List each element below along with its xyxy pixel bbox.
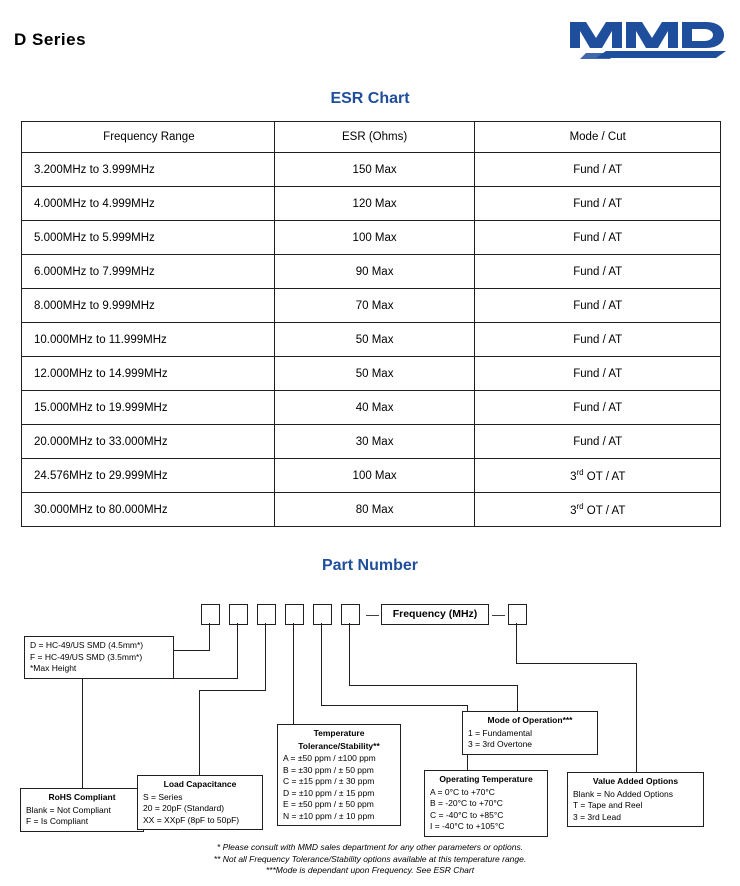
leader-rohs-vertical-a (237, 623, 238, 678)
footnotes (0, 842, 740, 877)
cell-mode: Fund / AT (475, 425, 721, 459)
cell-frequency: 4.000MHz to 4.999MHz (22, 187, 275, 221)
cell-esr: 30 Max (274, 425, 475, 459)
callout-operating-temperature-line-3: C = -40°C to +85°C (430, 809, 504, 820)
cell-mode: Fund / AT (475, 289, 721, 323)
cell-mode: Fund / AT (475, 187, 721, 221)
cell-esr: 70 Max (274, 289, 475, 323)
part-number-diagram (0, 590, 740, 886)
cell-mode: Fund / AT (475, 255, 721, 289)
callout-load-capacitance-line-3: XX = XXpF (8pF to 50pF) (143, 814, 240, 825)
cell-esr: 90 Max (274, 255, 475, 289)
callout-temperature-subtitle: Tolerance/Stability** (298, 740, 380, 751)
pn-box-rohs[interactable] (229, 604, 248, 625)
callout-package (24, 636, 174, 679)
callout-package-line-3: *Max Height (30, 663, 77, 673)
callout-operating-temperature-line-2: B = -20°C to +70°C (430, 798, 503, 808)
column-header-frequency-range: Frequency Range (22, 122, 275, 153)
leader-value-added-horizontal (516, 663, 636, 664)
pn-box-load-capacitance[interactable] (257, 604, 276, 625)
dash-separator-1: — (366, 607, 379, 622)
table-row (22, 459, 721, 493)
callout-package-line-1: D = HC-49/US SMD (4.5mm*) (30, 640, 144, 650)
callout-temperature-line-6: N = ±10 ppm / ± 10 ppm (283, 810, 375, 821)
callout-load-capacitance-title: Load Capacitance (163, 779, 237, 789)
frequency-box[interactable]: Frequency (MHz) (381, 604, 489, 625)
cell-mode: Fund / AT (475, 357, 721, 391)
cell-mode: Fund / AT (475, 153, 721, 187)
cell-esr: 120 Max (274, 187, 475, 221)
callout-rohs-title: RoHS Compliant (48, 792, 116, 802)
leader-mode-horizontal (349, 685, 517, 686)
table-row (22, 493, 721, 527)
callout-load-capacitance-line-1: S = Series (143, 791, 183, 802)
column-header-mode-cut: Mode / Cut (475, 122, 721, 153)
mmd-logo (566, 18, 726, 62)
column-header-esr: ESR (Ohms) (274, 122, 475, 153)
cell-esr: 100 Max (274, 459, 475, 493)
table-row (22, 153, 721, 187)
table-row (22, 357, 721, 391)
footnote-2: ** Not all Frequency Tolerance/Stability options available at this temperature range. (213, 853, 527, 864)
callout-temperature-tolerance (277, 724, 401, 826)
cell-frequency: 6.000MHz to 7.999MHz (22, 255, 275, 289)
dash-separator-2: — (492, 607, 505, 622)
callout-value-added-options (567, 772, 704, 827)
cell-esr: 50 Max (274, 323, 475, 357)
callout-operating-temperature (424, 770, 548, 837)
leader-package-horizontal (173, 650, 210, 651)
callout-load-capacitance (137, 775, 263, 830)
cell-mode: 3rd OT / AT (475, 459, 721, 493)
leader-temperature-vertical-a (293, 623, 294, 724)
esr-table (21, 121, 721, 527)
callout-rohs (20, 788, 144, 832)
footnote-3: ***Mode is dependant upon Frequency. See ESR Chart (265, 865, 475, 875)
callout-mode-line-2: 3 = 3rd Overtone (468, 739, 533, 749)
pn-box-package[interactable] (201, 604, 220, 625)
callout-value-added-line-1: Blank = No Added Options (573, 788, 673, 799)
cell-frequency: 5.000MHz to 5.999MHz (22, 221, 275, 255)
callout-value-added-title: Value Added Options (592, 776, 679, 786)
table-row (22, 221, 721, 255)
callout-operating-temperature-line-4: I = -40°C to +105°C (430, 821, 505, 831)
callout-temperature-line-4: D = ±10 ppm / ± 15 ppm (283, 787, 375, 798)
cell-frequency: 20.000MHz to 33.000MHz (22, 425, 275, 459)
callout-mode-of-operation (462, 711, 598, 755)
cell-mode: 3rd OT / AT (475, 493, 721, 527)
cell-frequency: 10.000MHz to 11.999MHz (22, 323, 275, 357)
pn-box-mode-of-operation[interactable] (341, 604, 360, 625)
esr-chart-title: ESR Chart (330, 90, 410, 107)
leader-operating-temp-horizontal (321, 705, 467, 706)
leader-package-vertical (209, 623, 210, 650)
callout-temperature-line-5: E = ±50 ppm / ± 50 ppm (283, 799, 374, 809)
callout-temperature-line-1: A = ±50 ppm / ±100 ppm (283, 753, 376, 763)
leader-mode-vertical-a (349, 623, 350, 685)
cell-frequency: 24.576MHz to 29.999MHz (22, 459, 275, 493)
cell-mode: Fund / AT (475, 323, 721, 357)
table-row (22, 323, 721, 357)
cell-frequency: 3.200MHz to 3.999MHz (22, 153, 275, 187)
leader-value-added-vertical-b (636, 663, 637, 772)
cell-frequency: 30.000MHz to 80.000MHz (22, 493, 275, 527)
callout-value-added-line-3: 3 = 3rd Lead (573, 811, 621, 822)
callout-package-line-2: F = HC-49/US SMD (3.5mm*) (30, 651, 143, 662)
callout-operating-temperature-title: Operating Temperature (439, 774, 533, 784)
cell-mode: Fund / AT (475, 221, 721, 255)
table-row (22, 289, 721, 323)
table-header-row (22, 122, 721, 153)
callout-operating-temperature-line-1: A = 0°C to +70°C (430, 786, 495, 797)
footnote-1: * Please consult with MMD sales department for any other parameters or options. (216, 842, 524, 852)
cell-esr: 50 Max (274, 357, 475, 391)
callout-rohs-line-2: F = Is Compliant (26, 816, 89, 826)
table-row (22, 187, 721, 221)
cell-frequency: 15.000MHz to 19.999MHz (22, 391, 275, 425)
leader-value-added-vertical-a (516, 623, 517, 663)
leader-temperature-spacer (293, 700, 294, 701)
pn-box-temperature-tolerance[interactable] (285, 604, 304, 625)
callout-rohs-line-1: Blank = Not Compliant (26, 804, 111, 815)
callout-value-added-line-2: T = Tape and Reel (573, 800, 643, 810)
cell-esr: 150 Max (274, 153, 475, 187)
callout-mode-line-1: 1 = Fundamental (468, 727, 533, 738)
leader-load-cap-vertical-a (265, 623, 266, 690)
leader-load-cap-horizontal (199, 690, 266, 691)
callout-temperature-title: Temperature (313, 728, 365, 738)
leader-operating-temp-vertical-a (321, 623, 322, 705)
page-header (0, 16, 740, 66)
cell-esr: 40 Max (274, 391, 475, 425)
callout-temperature-line-3: C = ±15 ppm / ± 30 ppm (283, 776, 375, 786)
callout-mode-title: Mode of Operation*** (487, 715, 573, 725)
callout-temperature-line-2: B = ±30 ppm / ± 50 ppm (283, 764, 374, 775)
cell-esr: 80 Max (274, 493, 475, 527)
leader-load-cap-vertical-b (199, 690, 200, 775)
table-row (22, 425, 721, 459)
callout-load-capacitance-line-2: 20 = 20pF (Standard) (143, 803, 225, 813)
leader-mode-vertical-b (517, 685, 518, 711)
table-row (22, 255, 721, 289)
leader-rohs-vertical-b (82, 678, 83, 788)
cell-esr: 100 Max (274, 221, 475, 255)
pn-box-value-added-options[interactable] (508, 604, 527, 625)
cell-frequency: 8.000MHz to 9.999MHz (22, 289, 275, 323)
part-number-title: Part Number (321, 557, 419, 574)
cell-mode: Fund / AT (475, 391, 721, 425)
page-title: D Series (14, 30, 87, 49)
cell-frequency: 12.000MHz to 14.999MHz (22, 357, 275, 391)
table-row (22, 391, 721, 425)
pn-box-operating-temperature[interactable] (313, 604, 332, 625)
